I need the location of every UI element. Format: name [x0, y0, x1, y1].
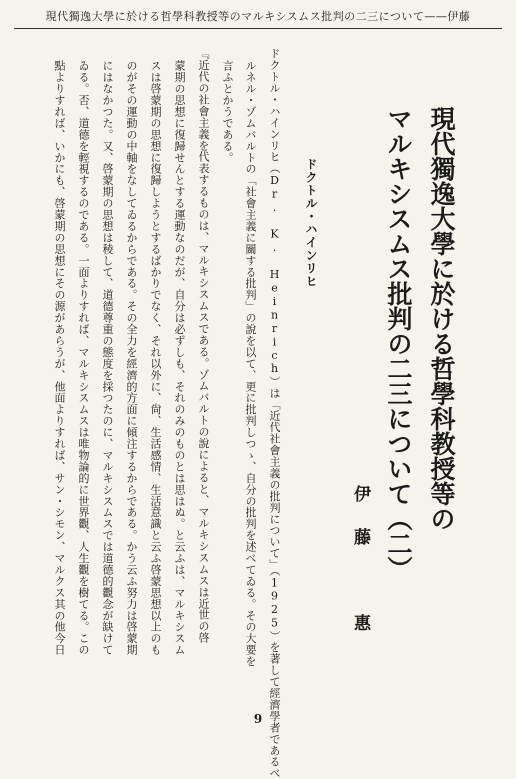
body-column: のがその運動の中軸をなしてゐるからである。その全力を經濟的方面に傾注するからである。かう云ふ努力は啓蒙期 — [125, 60, 138, 656]
article-title-line-1: 現代獨逸大學に於ける哲學科教授等の — [427, 106, 456, 531]
body-column: 言ふとかうである。 — [221, 60, 234, 164]
body-column: ゐる。否、道德を輕視するのである。一面よりすれば、マルキシスムスは唯物論的に世界觀、人生觀を樹てる。この — [77, 60, 90, 656]
article-author: 伊藤 惠 — [350, 485, 370, 657]
body-column: 點よりすれば、いかにも、啓蒙期の思想にその源があらうが、他面よりすれば、サン・シモン、マルクス其の他今日 — [53, 60, 66, 656]
section-heading: ドクトル・ハインリヒ — [304, 158, 318, 288]
body-column: 蒙期の思想に復歸せんとする運動なのだが、自分は必ずしも、それのみのものとは思はぬ。と云ふは、マルキシスム — [173, 60, 186, 656]
body-column: スは啓蒙期の思想に復歸しようとするばかりでなく、それ以外に、尙、生活感情、生活意識と云ふ啓蒙思想以上のも — [149, 60, 162, 656]
body-column: ドクトル・ハインリヒ（Dr. K. Heinrich）は「近代社會主義の批判について」（1925）を著して經濟學者であるべ — [268, 48, 281, 779]
body-column: にはなかつた。又、啓蒙期の思想は稜して、道德尊重の態度を採つたのに、マルキシスムスでは道德的觀念が缺けて — [101, 60, 114, 656]
body-column: ルネル・ゾムバルトの「社會主義に關する批判」の說を以て、更に批判しつゝ、自分の批判を述べてゐる。その大要を — [244, 60, 257, 667]
article-title-line-2: マルキシスムス批判の二三について（二） — [384, 106, 413, 581]
body-column: 『近代の社會主義を代表するものは、マルキシスムスである。ゾムバルトの說によると、マルキシスムスは近世の啓 — [197, 48, 210, 644]
page-number: 9 — [253, 712, 263, 726]
running-header: 現代獨逸大學に於ける哲學科教授等のマルキシスムス批判の二三について——伊藤 — [45, 10, 471, 23]
header-rule — [14, 28, 502, 29]
